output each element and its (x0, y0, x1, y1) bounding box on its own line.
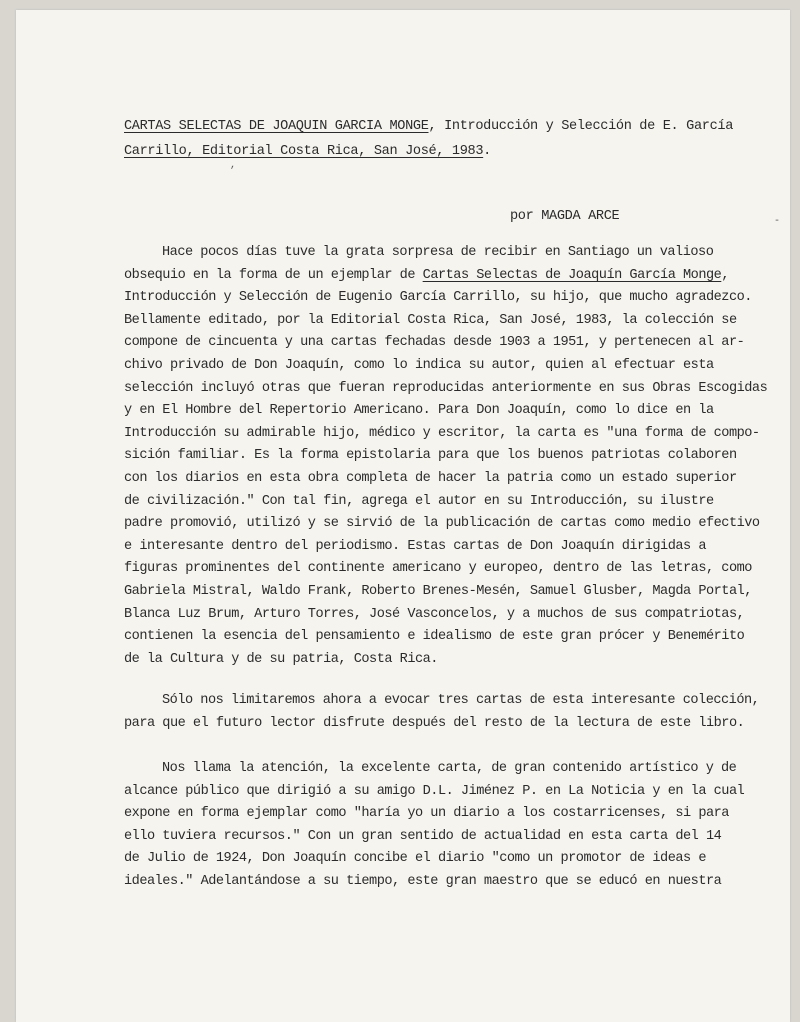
text-line: con los diarios en esta obra completa de hacer la patria como un estado superior (124, 470, 737, 486)
book-reference (124, 114, 744, 164)
paragraph-3 (124, 758, 774, 894)
text-fragment: , (721, 267, 729, 283)
text-line: contienen la esencia del pensamiento e idealismo de este gran prócer y Benemérito (124, 629, 745, 645)
text-line: Bellamente editado, por la Editorial Costa Rica, San José, 1983, la colección se (124, 312, 737, 328)
book-title: CARTAS SELECTAS DE JOAQUIN GARCIA MONGE (124, 119, 429, 134)
byline: por MAGDA ARCE (510, 209, 620, 224)
text-line: alcance público que dirigió a su amigo D.L. Jiménez P. en La Noticia y en la cual (124, 783, 745, 799)
text-line: sición familiar. Es la forma epistolaria para que los buenos patriotas colaboren (124, 448, 737, 464)
text-line: Introducción y Selección de Eugenio García Carrillo, su hijo, que mucho agradezco. (124, 290, 752, 306)
text-line: padre promovió, utilizó y se sirvió de la publicación de cartas como medio efectivo (124, 516, 760, 532)
book-title-inline: Cartas Selectas de Joaquín García Monge (422, 267, 722, 283)
text-line: expone en forma ejemplar como "haría yo un diario a los costarricenses, si para (124, 806, 729, 822)
text-line: Hace pocos días tuve la grata sorpresa de recibir en Santiago un valioso (162, 245, 714, 260)
text-line: ello tuviera recursos." Con un gran sentido de actualidad en esta carta del 14 (124, 828, 722, 844)
text-line: y en El Hombre del Repertorio Americano. Para Don Joaquín, como lo dice en la (124, 403, 714, 419)
text-line: e interesante dentro del periodismo. Estas cartas de Don Joaquín dirigidas a (124, 538, 706, 554)
text-line: selección incluyó otras que fueran reproducidas anteriormente en sus Obras Escogidas (124, 380, 768, 396)
text-fragment: obsequio en la forma de un ejemplar de (124, 267, 423, 283)
text-line (124, 265, 774, 288)
text-line: figuras prominentes del continente americano y europeo, dentro de las letras, como (124, 561, 752, 577)
text-line: de Julio de 1924, Don Joaquín concibe el diario "como un promotor de ideas e (124, 851, 706, 867)
paragraph-2 (124, 690, 774, 735)
text-line: compone de cincuenta y una cartas fechadas desde 1903 a 1951, y pertenecen al ar- (124, 335, 745, 351)
book-reference-line1-rest: , Introducción y Selección de E. García (428, 119, 733, 134)
text-line: chivo privado de Don Joaquín, como lo indica su autor, quien al efectuar esta (124, 357, 714, 373)
text-line: para que el futuro lector disfrute después del resto de la lectura de este libro. (124, 715, 745, 731)
text-line: de la Cultura y de su patria, Costa Rica. (124, 651, 438, 667)
text-line: Blanca Luz Brum, Arturo Torres, José Vasconcelos, y a muchos de sus compatriotas, (124, 606, 745, 622)
text-line: de civilización." Con tal fin, agrega el autor en su Introducción, su ilustre (124, 493, 714, 509)
book-reference-line2: Carrillo, Editorial Costa Rica, San José, 1983 (124, 144, 484, 159)
text-line: ideales." Adelantándose a su tiempo, este gran maestro que se educó en nuestra (124, 873, 722, 889)
text-line: Introducción su admirable hijo, médico y escritor, la carta es "una forma de compo- (124, 425, 760, 441)
paragraph-1 (124, 242, 774, 671)
book-reference-line2-end: . (483, 144, 491, 159)
scan-mark: , (230, 160, 237, 171)
text-line: Sólo nos limitaremos ahora a evocar tres cartas de esta interesante colección, (162, 693, 760, 708)
document-page (16, 10, 790, 1022)
text-line: Gabriela Mistral, Waldo Frank, Roberto Brenes-Mesén, Samuel Glusber, Magda Portal, (124, 583, 752, 599)
text-line: Nos llama la atención, la excelente carta, de gran contenido artístico y de (162, 761, 737, 776)
scan-mark: - (774, 216, 781, 227)
